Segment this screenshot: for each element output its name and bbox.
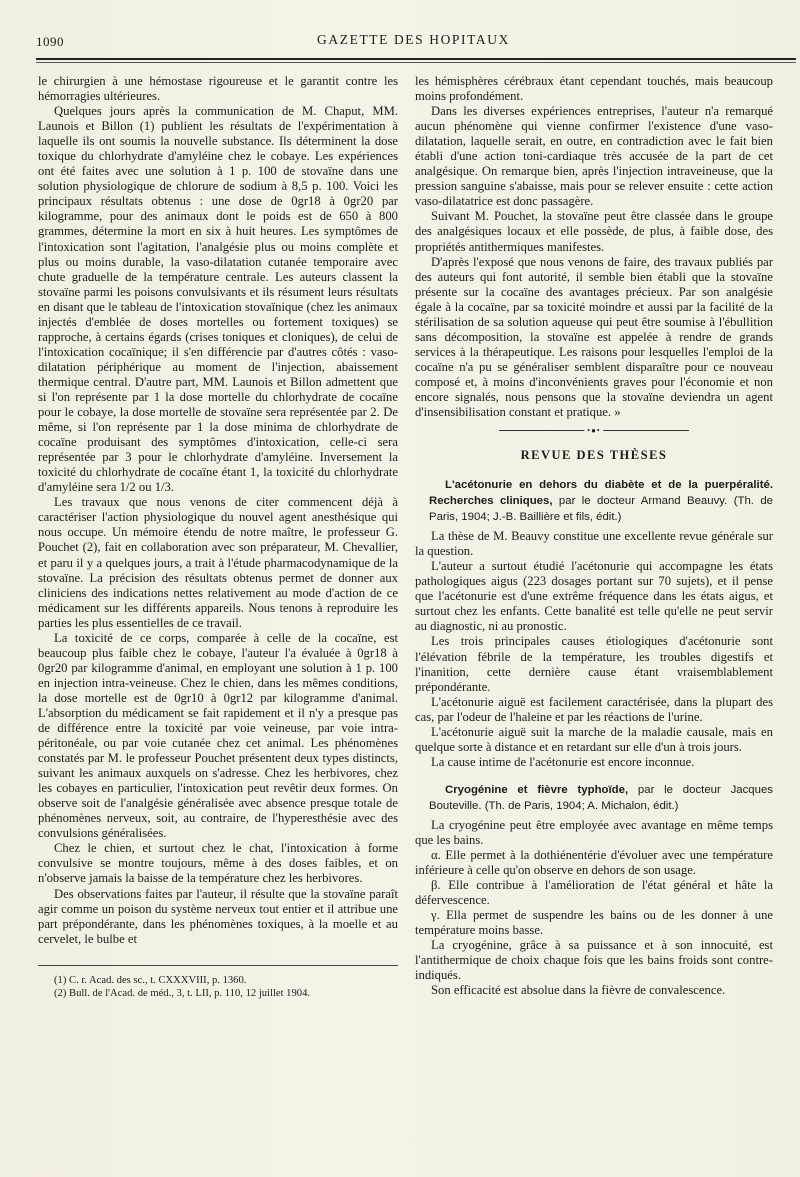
running-title: GAZETTE DES HOPITAUX	[317, 32, 510, 47]
thesis-meta: par le docteur Jacques Bouteville. (Th. de Paris, 1904; A. Michalon, édit.)	[429, 783, 773, 812]
paragraph: Suivant M. Pouchet, la stovaïne peut être classée dans le groupe des analgésiques locaux et elle possède, de plus, à faible dose, des propriétés antithermiques manifestes.	[415, 209, 773, 254]
paragraph: le chirurgien à une hémostase rigoureuse et le garantit contre les hémorragies ultérieures.	[38, 74, 398, 104]
footnote: (2) Bull. de l'Acad. de méd., 3, t. LII, p. 110, 12 juillet 1904.	[54, 987, 311, 999]
footnote-rule	[38, 965, 398, 966]
paragraph: D'après l'exposé que nous venons de faire, des travaux publiés par des auteurs qui font autorité, il semble bien établi que la stovaïne présente sur la cocaïne des avantages précieux. Par son analgésie égale à la cocaïne, par sa toxicité moindre et aussi par la facilité de la stérilisation de sa solution aqueuse qui peut être soumise à l'ébullition sans décomposition, la stovaïne est appelée à rendre de grands services à la thérapeutique. Les raisons pour lesquelles l'emploi de la cocaïne n'a pu se généraliser semblent disparaître pour ce nouveau composé et, à moins d'inconvénients graves pour l'économie et non encore signalés, nous pensons que la stovaïne deviendra un agent d'insensibilisation constant et pratique. »	[415, 254, 773, 420]
paragraph: Les trois principales causes étiologiques d'acétonurie sont l'élévation fébrile de la température, les troubles digestifs et l'inanition, cette dernière cause étant vraisemblablement prépondérante.	[415, 634, 773, 694]
thesis-title: L'acétonurie en dehors du diabète et de la puerpéralité. Recherches cliniques,	[429, 479, 773, 508]
paragraph: L'auteur a surtout étudié l'acétonurie qui accompagne les états pathologiques aigus (223 dosages portant sur 70 sujets), et il pense que l'acétonurie est d'une extrême fréquence dans les états aigus, et surtout chez les enfants. Cette banalité est telle qu'elle ne peut servir au diagnostic, ni au pronostic.	[415, 559, 773, 634]
paragraph: La toxicité de ce corps, comparée à celle de la cocaïne, est beaucoup plus faible chez le cobaye, l'auteur l'a évaluée à 0gr18 à 0gr20 par kilogramme d'animal, en employant une solution à 1 p. 100 en injection intra-veineuse. Chez le chien, dans les mêmes conditions, la dose mortelle est de 0gr10 à 0gr12 par kilogramme d'animal. L'absorption du médicament se fait rapidement et il n'y a presque pas de différence entre la toxicité par voie veineuse, par voie intra-péritonéale, ou par voie cutanée chez cet animal. Les phénomènes constatés par M. le professeur Pouchet présentent deux types distincts, suivant les animaux auxquels on s'adresse. Chez les herbivores, chez les cobayes en particulier, l'intoxication peut revêtir deux formes. On observe soit de l'analgésie généralisée avec absence presque totale de phénomènes nerveux, soit, au contraire, de l'hyperesthésie avec des convulsions généralisées.	[38, 630, 398, 841]
paragraph: La cryogénine peut être employée avec avantage en même temps que les bains.	[415, 817, 773, 847]
paragraph: La thèse de M. Beauvy constitue une excellente revue générale sur la question.	[415, 529, 773, 559]
divider-ornament: •●•	[584, 423, 603, 438]
paragraph: Quelques jours après la communication de M. Chaput, MM. Launois et Billon (1) publient les résultats de l'expérimentation à laquelle ils ont soumis la nouvelle substance. Ils déterminent la dose toxique du chlorhydrate d'amyléine chez le cobaye. Les expériences ont été faites avec une solution à 1 p. 100 de stovaïne dans une solution physiologique de chlorure de sodium à 8,5 p. 100. Voici les principaux résultats obtenus : une dose de 0gr18 à 0gr20 par kilogramme, pour des animaux dont le poids est de 650 à 800 grammes, détermine la mort en six à huit heures. Les symptômes de l'intoxication sont l'agitation, l'analgésie plus ou moins complète et plus ou moins durable, la vaso-dilatation cutanée temporaire avec chute graduelle de la température centrale. Les auteurs classent la stovaïne parmi les poisons convulsivants et ils résument leurs résultats en disant que le tableau de l'intoxication stovaïnique (chez les animaux injectés d'emblée de doses mortelles ou fortement toxiques) se rapproche, à certains égards (crises toniques et cloniques), de celui de l'intoxication cocaïnique; il s'en différencie par d'autres côtés : vaso-dilatation périphérique au moment de l'injection, abaissement thermique central. D'autre part, MM. Launois et Billon admettent que si l'on représente par 1 la dose mortelle du chlorhydrate de cocaïne pour le cobaye, la dose mortelle de stovaïne sera représentée par 2. De même, si l'on représente par 1 la dose minima de chlorhydrate de cocaïne produisant des symptômes d'intoxication, celle-ci sera représentée par 3 pour le chlorhydrate d'amyléine. Inversement la toxicité du chlorhydrate de cocaïne étant 1, la toxicité du chlorhydrate d'amyléine sera 1/2 ou 1/3.	[38, 104, 398, 495]
section-heading: REVUE DES THÈSES	[520, 448, 668, 463]
footnote: (1) C. r. Acad. des sc., t. CXXXVIII, p. 1360.	[54, 974, 247, 986]
paragraph: γ. Ella permet de suspendre les bains ou de les donner à une température moins basse.	[415, 908, 773, 938]
paragraph: les hémisphères cérébraux étant cependant touchés, mais beaucoup moins profondément.	[415, 74, 773, 104]
paragraph: Des observations faites par l'auteur, il résulte que la stovaïne paraît agir comme un poison du système nerveux tout entier et il attribue une part prépondérante, dans les phénomènes toxiques, à la moelle et au cervelet, le bulbe et	[38, 886, 398, 946]
paragraph: Chez le chien, et surtout chez le chat, l'intoxication à forme convulsive se montre toujours, même à des doses faibles, et on n'observe jamais la baisse de la température chez les herbivores.	[38, 841, 398, 886]
left-column	[38, 74, 398, 1000]
paragraph: L'acétonurie aiguë suit la marche de la maladie causale, mais en quelque sorte à distance et en retardant sur elle d'un à trois jours.	[415, 724, 773, 754]
header-rule-thin	[36, 62, 796, 63]
paragraph: L'acétonurie aiguë est facilement caractérisée, dans la plupart des cas, par l'odeur de l'haleine et par les réactions de l'urine.	[415, 694, 773, 724]
right-column	[415, 74, 773, 998]
paragraph: Les travaux que nous venons de citer commencent déjà à caractériser l'action physiologique du nouvel agent anesthésique qui nous occupe. Un mémoire étendu de notre maître, le professeur G. Pouchet (2), fait en collaboration avec son préparateur, M. Chevallier, et paru il y a quelques jours, a trait à l'étude pharmacodynamique de la stovaïne. La précision des résultats obtenus permet de donner aux cliniciens des indications nettes relativement au mode d'action de ce médicament sur les différents appareils. Nous tenons à reproduire les parties les plus essentielles de ce travail.	[38, 495, 398, 630]
paragraph: Dans les diverses expériences entreprises, l'auteur n'a remarqué aucun phénomène qui vienne confirmer l'existence d'une vaso-dilatation, laquelle serait, en outre, en contradiction avec le fait bien établi d'une action toni-cardiaque très accusée de la part de cet analgésique. On remarque bien, après l'injection intraveineuse, que la pression sanguine s'abaisse, mais pour se relever ensuite : cette action vaso-dilatatrice est donc passagère.	[415, 104, 773, 209]
paragraph: α. Elle permet à la dothiénentérie d'évoluer avec une température inférieure à celle qu'on observe en dehors de son usage.	[415, 847, 773, 878]
page-header	[36, 32, 791, 54]
thesis-entry-title	[415, 782, 773, 814]
header-rule-thick	[36, 58, 796, 60]
section-divider	[415, 420, 773, 442]
page-number: 1090	[36, 34, 64, 49]
paragraph: Son efficacité est absolue dans la fièvre de convalescence.	[431, 983, 726, 998]
thesis-meta: par le docteur Armand Beauvy. (Th. de Paris, 1904; J.-B. Baillière et fils, édit.)	[429, 495, 773, 524]
paragraph: La cryogénine, grâce à sa puissance et à son innocuité, est l'antithermique de choix chaque fois que les bains froids sont contre-indiqués.	[415, 938, 773, 983]
thesis-title: Cryogénine et fièvre typhoïde,	[445, 783, 629, 796]
paragraph: La cause intime de l'acétonurie est encore inconnue.	[431, 754, 695, 769]
thesis-entry-title	[415, 477, 773, 525]
paragraph: β. Elle contribue à l'amélioration de l'état général et hâte la défervescence.	[415, 878, 773, 908]
